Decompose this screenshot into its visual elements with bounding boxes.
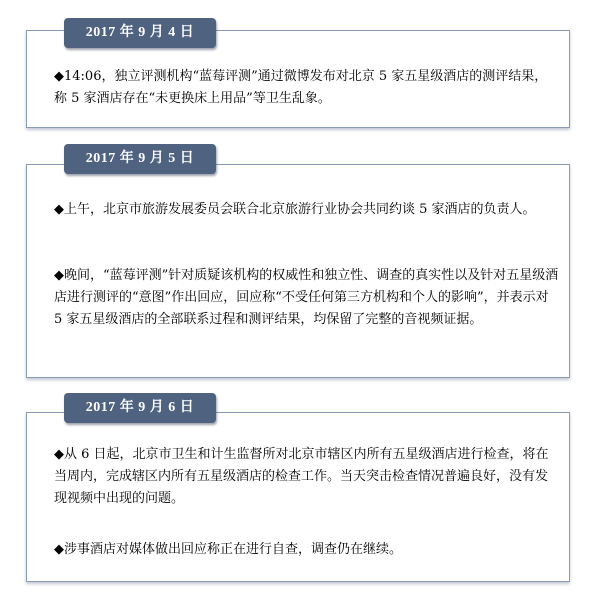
date-tab-1: 2017 年 9 月 4 日 — [64, 18, 216, 48]
entry-2-paragraph-1: ◆上午，北京市旅游发展委员会联合北京旅游行业协会共同约谈 5 家酒店的负责人。 — [54, 202, 536, 217]
entry-2-paragraph-2: ◆晚间，“蓝莓评测”针对质疑该机构的权威性和独立性、调查的真实性以及针对五星级酒店进行测评的“意图”作出回应，回应称“不受任何第三方机构和个人的影响”，并表示对 5 家五星级酒店的全部联系过程和测评结果，均保留了完整的音视频证据。 — [54, 268, 559, 327]
entry-3-paragraph-2: ◆涉事酒店对媒体做出回应称正在进行自查，调查仍在继续。 — [54, 542, 402, 557]
entry-3-paragraph-1: ◆从 6 日起，北京市卫生和计生监督所对北京市辖区内所有五星级酒店进行检查，将在当周内，完成辖区内所有五星级酒店的检查工作。当天突击检查情况普遍良好，没有发现视频中出现的问题。 — [54, 447, 549, 506]
entry-1-paragraph-1: ◆14:06，独立评测机构“蓝莓评测”通过微博发布对北京 5 家五星级酒店的测评结果，称 5 家酒店存在“未更换床上用品”等卫生乱象。 — [54, 69, 548, 106]
date-tab-3: 2017 年 9 月 6 日 — [64, 393, 216, 423]
date-tab-2: 2017 年 9 月 5 日 — [64, 144, 216, 174]
